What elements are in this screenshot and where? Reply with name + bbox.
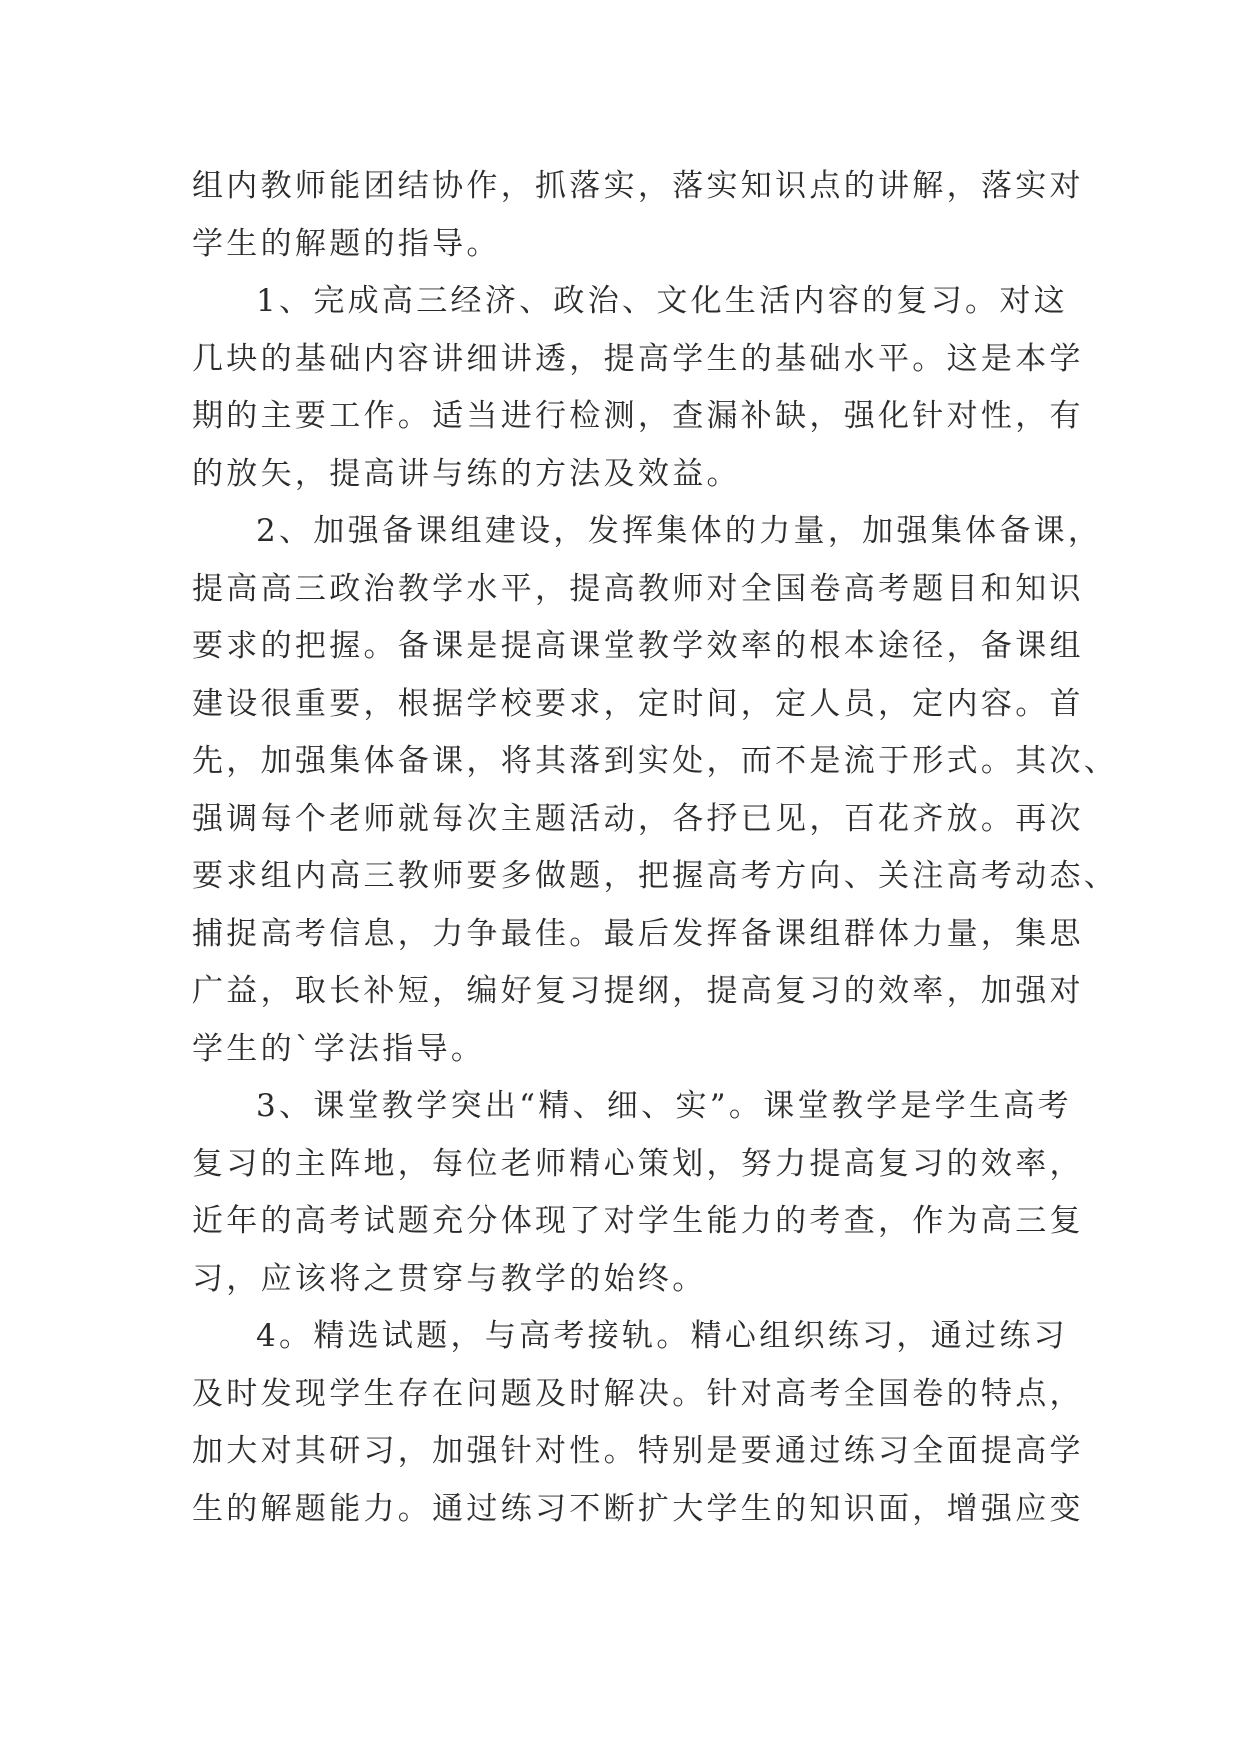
- text-line: 建设很重要，根据学校要求，定时间，定人员，定内容。首: [192, 685, 1084, 722]
- text-line: 组内教师能团结协作，抓落实，落实知识点的讲解，落实对: [192, 168, 1084, 204]
- text-line: 捕捉高考信息，力争最佳。最后发挥备课组群体力量，集思: [192, 915, 1084, 952]
- text-line: 几块的基础内容讲细讲透，提高学生的基础水平。这是本学: [192, 340, 1084, 377]
- text-line: 1、完成高三经济、政治、文化生活内容的复习。对这: [256, 283, 1068, 319]
- text-line: 复习的主阵地，每位老师精心策划，努力提高复习的效率，: [192, 1145, 1084, 1182]
- paragraph-intro: [192, 158, 1084, 273]
- text-line: 广益，取长补短，编好复习提纲，提高复习的效率，加强对: [192, 973, 1084, 1009]
- text-line: 要求组内高三教师要多做题，把握高考方向、关注高考动态、: [192, 858, 1119, 894]
- paragraph-item-4: [192, 1308, 1084, 1538]
- text-line: 学生的`学法指导。: [192, 1030, 486, 1067]
- paragraph-item-2: [192, 503, 1119, 1078]
- text-line: 提高高三政治教学水平，提高教师对全国卷高考题目和知识: [192, 570, 1084, 607]
- text-line: 生的解题能力。通过练习不断扩大学生的知识面，增强应变: [192, 1490, 1084, 1527]
- text-line: 的放矢，提高讲与练的方法及效益。: [192, 455, 741, 492]
- text-line: 学生的解题的指导。: [192, 225, 501, 262]
- text-line: 要求的把握。备课是提高课堂教学效率的根本途径，备课组: [192, 628, 1084, 664]
- document-page: [192, 158, 1119, 1538]
- text-line: 先，加强集体备课，将其落到实处，而不是流于形式。其次、: [192, 743, 1119, 779]
- text-line: 及时发现学生存在问题及时解决。针对高考全国卷的特点，: [192, 1375, 1084, 1412]
- text-line: 4。精选试题，与高考接轨。精心组织练习，通过练习: [256, 1318, 1068, 1354]
- text-line: 2、加强备课组建设，发挥集体的力量，加强集体备课，: [256, 513, 1103, 549]
- text-line: 3、课堂教学突出“精、细、实”。课堂教学是学生高考: [256, 1088, 1072, 1124]
- text-line: 期的主要工作。适当进行检测，查漏补缺，强化针对性，有: [192, 398, 1084, 434]
- paragraph-item-3: [192, 1078, 1084, 1308]
- text-line: 强调每个老师就每次主题活动，各抒已见，百花齐放。再次: [192, 800, 1084, 837]
- paragraph-item-1: [192, 273, 1084, 503]
- text-line: 近年的高考试题充分体现了对学生能力的考查，作为高三复: [192, 1203, 1084, 1239]
- text-line: 加大对其研习，加强针对性。特别是要通过练习全面提高学: [192, 1433, 1084, 1469]
- text-line: 习，应该将之贯穿与教学的始终。: [192, 1260, 707, 1297]
